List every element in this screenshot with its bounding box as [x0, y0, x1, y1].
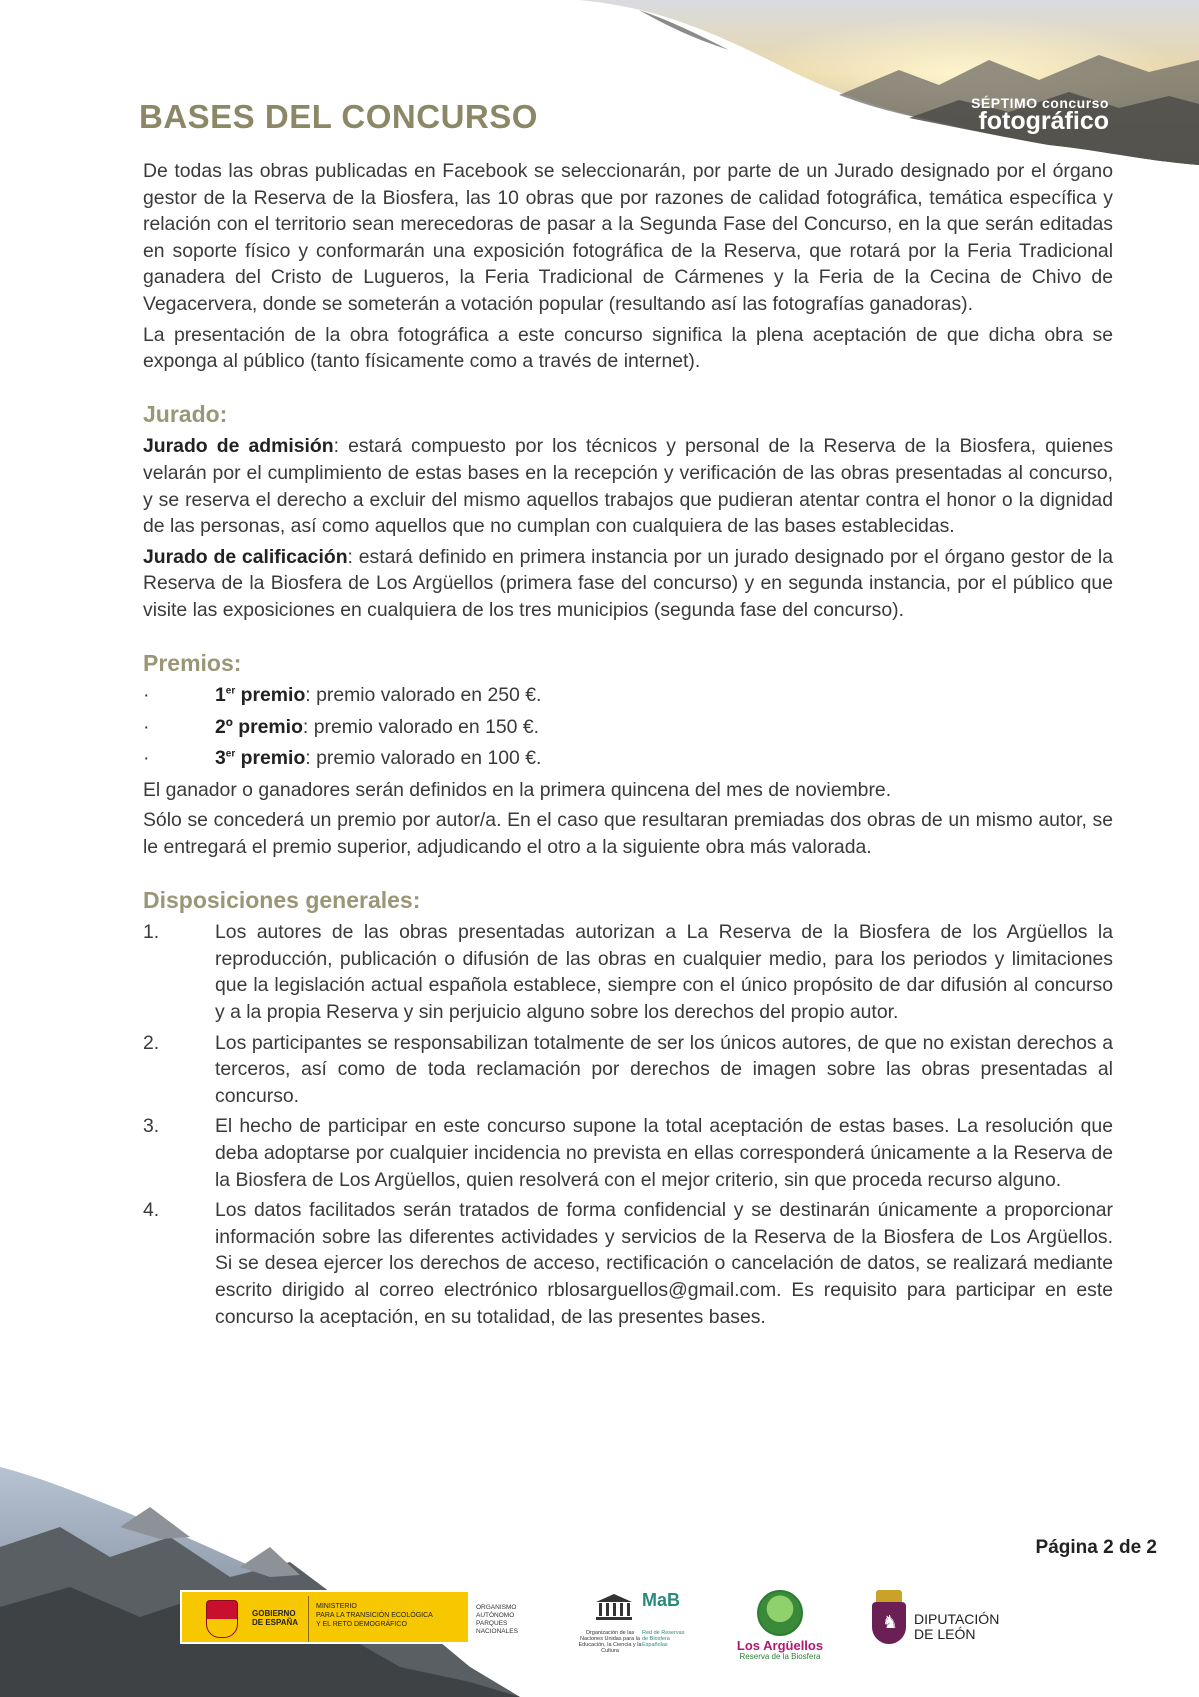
organismo-line-3: PARQUES [476, 1620, 508, 1627]
ministerio-line-3: Y EL RETO DEMOGRÁFICO [316, 1621, 407, 1628]
jurado-calificacion-label: Jurado de calificación [143, 545, 348, 568]
premio-label: premio [232, 715, 303, 738]
premio-label: premio [235, 747, 306, 770]
page-number: Página 2 de 2 [1035, 1537, 1157, 1558]
disposicion-text: Los datos facilitados serán tratados de forma confidencial y se destinarán únicamente a proporcionar información sobre las diferentes actividades y servicios de la Reserva de la Biosfera de Los Argüellos. Si se desea ejercer los derechos de acceso, rectificación o cancelación de datos, se realizará mediante escrito dirigido al correo electrónico rblosarguellos@gmail.com. Es requisito para participar en este concurso la aceptación, en su totalidad, de las presentes bases. [215, 1199, 1113, 1328]
disposicion-item [143, 1113, 1113, 1193]
mab-label: MaB [642, 1590, 681, 1610]
sponsor-logos [180, 1590, 1080, 1662]
disposicion-number: 2. [143, 1031, 160, 1054]
organismo-line-1: ORGANISMO [476, 1604, 517, 1611]
crown-icon [876, 1590, 902, 1602]
disposicion-item [143, 919, 1113, 1025]
arguellos-emblem-icon [757, 1590, 803, 1636]
unesco-caption: Organización de las Naciones Unidas para la Educación, la Ciencia y la Cultura [578, 1630, 642, 1654]
ministerio-line-1: MINISTERIO [316, 1603, 357, 1610]
diputacion-text [914, 1612, 999, 1642]
disposicion-item [143, 1030, 1113, 1110]
arguellos-name: Los Argüellos [736, 1638, 824, 1653]
premios-paragraph-2: Sólo se concederá un premio por autor/a. En el caso que resultaran premiadas dos obras de un mismo autor, se le entregará el premio superior, adjudicando el otro a la siguiente obra más valorada. [143, 809, 1113, 859]
premio-text: : premio valorado en 100 €. [305, 747, 542, 770]
bullet-dot: · [143, 747, 150, 770]
bullet-dot: · [143, 715, 150, 738]
tagline-big: fotográfico [978, 107, 1109, 135]
contest-tagline [971, 96, 1109, 134]
organismo-line-4: NACIONALES [476, 1628, 518, 1635]
bullet-dot: · [143, 684, 150, 707]
disposicion-text: El hecho de participar en este concurso supone la total aceptación de estas bases. La resolución que deba adoptarse por cualquier incidencia no prevista en ellas corresponderá únicamente a la Reserva de la Biosfera de Los Argüellos, quien resolverá con el mejor criterio, sin que proceda recurso alguno. [215, 1115, 1113, 1191]
premio-number: 3 [215, 747, 226, 770]
premio-item [143, 714, 1113, 741]
arguellos-subtitle: Reserva de la Biosfera [739, 1652, 821, 1661]
disposicion-text: Los participantes se responsabilizan totalmente de ser los únicos autores, de que no existan derechos a terceros, así como de toda reclamación por derechos de imagen sobre las obras presentadas al concurso. [215, 1031, 1113, 1107]
lion-icon: ♞ [882, 1612, 899, 1632]
premios-heading: Premios: [143, 649, 242, 676]
gobierno-text [252, 1609, 298, 1627]
premios-paragraph-1: El ganador o ganadores serán definidos en la primera quincena del mes de noviembre. [143, 778, 892, 801]
jurado-admision-label: Jurado de admisión [143, 435, 334, 458]
tagline-small: SÉPTIMO concurso [971, 95, 1109, 111]
disposicion-number: 3. [143, 1115, 160, 1138]
document-body [143, 158, 1113, 1334]
gobierno-banner [182, 1592, 468, 1642]
header-landscape-image [579, 0, 1199, 175]
diputacion-line-2: DE LEÓN [914, 1626, 976, 1642]
ministerio-line-2: PARA LA TRANSICIÓN ECOLÓGICA [316, 1612, 433, 1619]
los-arguellos-logo [730, 1590, 830, 1660]
premio-label: premio [235, 684, 306, 707]
page-title: BASES DEL CONCURSO [139, 98, 538, 135]
organismo-text [476, 1604, 518, 1636]
jurado-calificacion-text: : estará definido en primera instancia por un jurado designado por el órgano gestor de la Reserva de la Biosfera de Los Argüellos (primera fase del concurso) y en segunda instancia, por el público que visite las exposiciones en cualquiera de los tres municipios (segunda fase del concurso). [143, 545, 1113, 621]
premio-number: 2º [215, 715, 233, 738]
intro-paragraph-1: De todas las obras publicadas en Facebook se seleccionarán, por parte de un Jurado designado por el órgano gestor de la Reserva de la Biosfera, las 10 obras que por razones de calidad fotográfica, temática específica y relación con el territorio sean merecedoras de pasar a la Segunda Fase del Concurso, en la que serán editadas en soporte físico y conformarán una exposición fotográfica de la Reserva, que rotará por la Feria Tradicional ganadera del Cristo de Lugueros, la Feria Tradicional de Cármenes y la Feria de la Cecina de Chivo de Vegacervera, donde se someterán a votación popular (resultando así las fotografías ganadoras). [143, 160, 1113, 315]
premio-number: 1 [215, 684, 226, 707]
jurado-calificacion-paragraph [143, 544, 1113, 624]
coat-of-arms-icon [206, 1600, 238, 1638]
diputacion-line-1: DIPUTACIÓN [914, 1611, 1000, 1627]
disposicion-item [143, 1197, 1113, 1330]
disposicion-number: 4. [143, 1199, 160, 1222]
mab-caption: Red de Reservas de Biosfera Españolas [642, 1630, 685, 1648]
jurado-admision-paragraph [143, 433, 1113, 539]
disposicion-text: Los autores de las obras presentadas autorizan a La Reserva de la Biosfera de los Argüellos la reproducción, publicación o difusión de las obras en cualquier medio, para los periodos y limitaciones que la legislación actual española establece, siempre con el único propósito de dar difusión al concurso y a la propia Reserva y sin perjuicio alguno sobre los derechos del propio autor. [215, 921, 1113, 1024]
gobierno-line-2: DE ESPAÑA [252, 1618, 299, 1627]
jurado-admision-text: : estará compuesto por los técnicos y personal de la Reserva de la Biosfera, quienes velarán por el cumplimiento de estas bases en la recepción y verificación de las obras presentadas al concurso, y se reserva el derecho a excluir del mismo aquellos trabajos que pudieran atentar contra el honor o la dignidad de las personas, así como aquellos que no cumplan con cualquiera de las bases establecidas. [143, 435, 1114, 538]
premio-item [143, 682, 1113, 709]
premio-ordinal: er [225, 748, 236, 760]
intro-paragraph-2: La presentación de la obra fotográfica a este concurso significa la plena aceptación de que dicha obra se exponga al público (tanto físicamente como a través de internet). [143, 323, 1113, 373]
disposiciones-heading: Disposiciones generales: [143, 886, 421, 913]
premio-item [143, 745, 1113, 772]
unesco-temple-icon [594, 1592, 634, 1620]
footer-landscape-image [0, 1467, 1199, 1697]
premio-text: : premio valorado en 250 €. [305, 684, 542, 707]
unesco-mab-logo [578, 1590, 688, 1660]
ministerio-text [316, 1602, 433, 1629]
premio-ordinal: er [225, 685, 236, 697]
divider [308, 1596, 309, 1642]
jurado-heading: Jurado: [143, 400, 228, 427]
premio-text: : premio valorado en 150 €. [302, 715, 539, 738]
diputacion-leon-logo [872, 1590, 1032, 1660]
organismo-line-2: AUTÓNOMO [476, 1612, 515, 1619]
gobierno-espana-logo [180, 1590, 532, 1644]
disposicion-number: 1. [143, 921, 160, 944]
gobierno-line-1: GOBIERNO [252, 1609, 296, 1618]
